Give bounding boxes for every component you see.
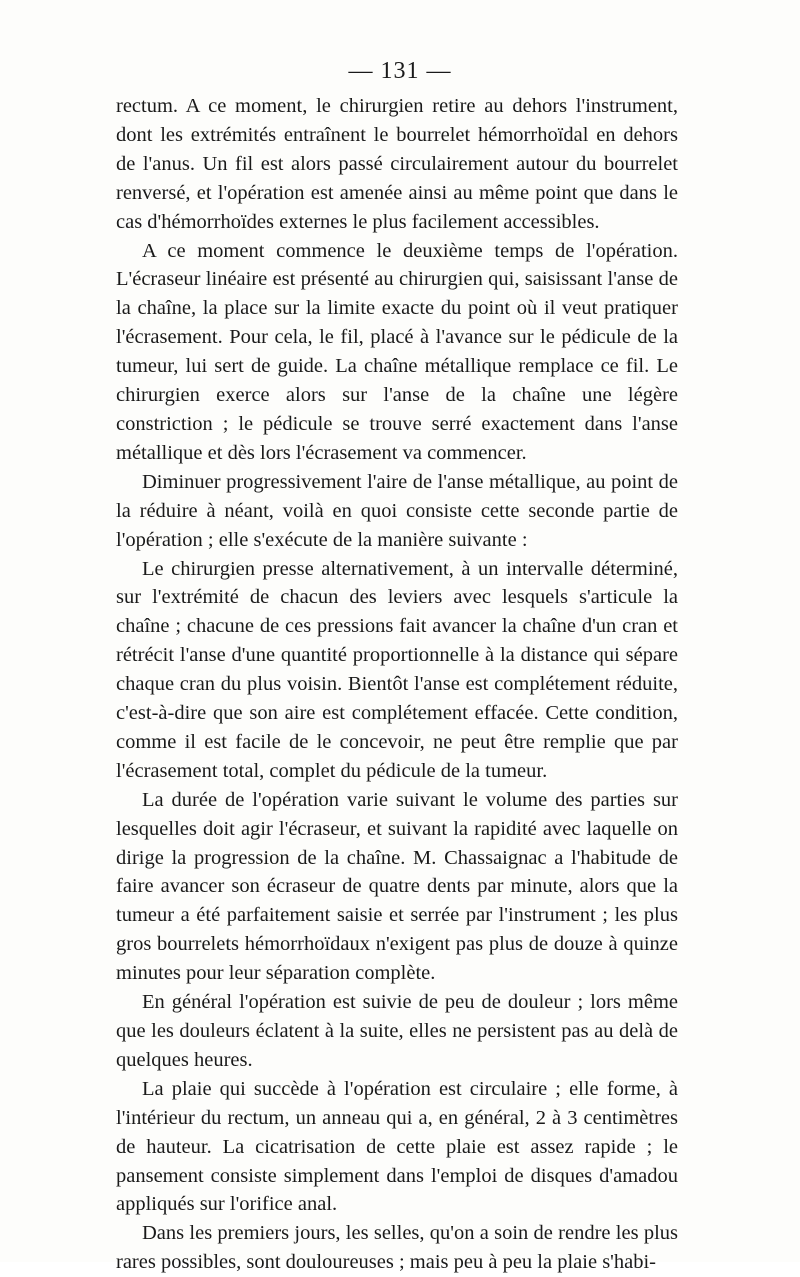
- paragraph-plaie: La plaie qui succède à l'opération est circulaire ; elle forme, à l'intérieur du rectum, un anneau qui a, en général, 2 à 3 centimètres de hauteur. La cicatrisation de cette plaie est assez rapide ; le pansement consiste simplement dans l'emploi de disques d'amadou appliqués sur l'orifice anal.: [116, 1077, 678, 1216]
- paragraph-rectum: rectum. A ce moment, le chirurgien retire au dehors l'instrument, dont les extrémités entraînent le bourrelet hémorrhoïdal en dehors de l'anus. Un fil est alors passé circulairement autour du bourrelet renversé, et l'opération est amenée ainsi au même point que dans le cas d'hémorrhoïdes externes le plus facilement accessibles.: [116, 95, 678, 233]
- paragraph-deuxieme-temps: A ce moment commence le deuxième temps de l'opération. L'écraseur linéaire est présenté au chirurgien qui, saisissant l'anse de la chaîne, la place sur la limite exacte du point où il veut pratiquer l'écrasement. Pour cela, le fil, placé à l'avance sur le pédicule de la tumeur, lui sert de guide. La chaîne métallique remplace ce fil. Le chirurgien exerce alors sur l'anse de la chaîne une légère constriction ; le pédicule se trouve serré exactement dans l'anse métallique et dès lors l'écrasement va commencer.: [116, 239, 678, 464]
- paragraph-duree: La durée de l'opération varie suivant le volume des parties sur lesquelles doit agir l'écraseur, et suivant la rapidité avec laquelle on dirige la progression de la chaîne. M. Chassaignac a l'habitude de faire avancer son écraseur de quatre dents par minute, alors que la tumeur a été parfaitement saisie et serrée par l'instrument ; les plus gros bourrelets hémorrhoïdaux n'exigent pas plus de douze à quinze minutes pour leur séparation complète.: [116, 788, 678, 985]
- paragraph-en-general: En général l'opération est suivie de peu de douleur ; lors même que les douleurs éclatent à la suite, elles ne persistent pas au delà de quelques heures.: [116, 991, 678, 1071]
- page-number: — 131 —: [348, 58, 452, 84]
- body-text: [116, 92, 678, 1277]
- paragraph-chirurgien-presse: Le chirurgien presse alternativement, à un intervalle déterminé, sur l'extrémité de chacun des leviers avec lesquels s'articule la chaîne ; chacune de ces pressions fait avancer la chaîne d'un cran et rétrécit l'anse d'une quantité proportionnelle à la distance qui sépare chaque cran du plus voisin. Bientôt l'anse est complétement réduite, c'est-à-dire que son aire est complétement effacée. Cette condition, comme il est facile de le concevoir, ne peut être remplie que par l'écrasement total, complet du pédicule de la tumeur.: [116, 557, 678, 782]
- paragraph-diminuer: Diminuer progressivement l'aire de l'anse métallique, au point de la réduire à néant, voilà en quoi consiste cette seconde partie de l'opération ; elle s'exécute de la manière suivante :: [116, 470, 678, 551]
- paragraph-premiers-jours: Dans les premiers jours, les selles, qu'on a soin de rendre les plus rares possibles, sont douloureuses ; mais peu à peu la plaie s'habi-: [116, 1222, 678, 1274]
